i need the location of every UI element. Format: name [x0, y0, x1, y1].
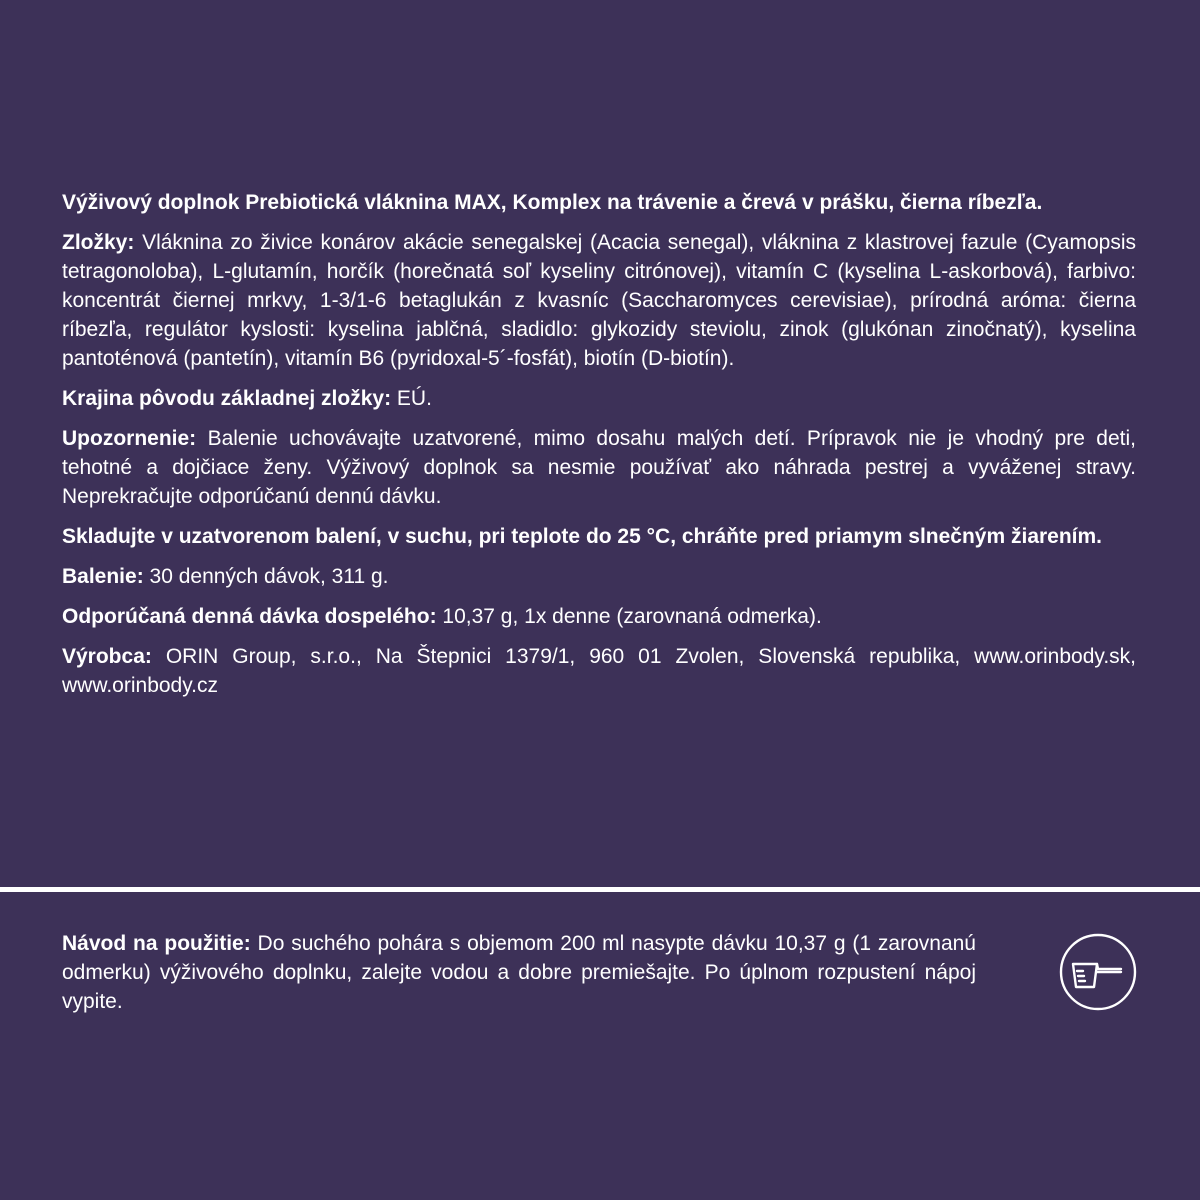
usage-text: Do suchého pohára s objemom 200 ml nasypte dávku 10,37 g (1 zarovnanú odmerku) výživového doplnku, zalejte vodou a dobre premiešajte. Po úplnom rozpustení nápoj vypite.: [62, 932, 976, 1013]
measuring-scoop-icon: [1058, 932, 1138, 1012]
dose-label: Odporúčaná denná dávka dospelého:: [62, 605, 437, 628]
package-label: Balenie:: [62, 565, 144, 588]
origin-label: Krajina pôvodu základnej zložky:: [62, 387, 392, 410]
manufacturer-text: ORIN Group, s.r.o., Na Štepnici 1379/1, 960 01 Zvolen, Slovenská republika, www.orinbody.sk, www.orinbody.cz: [62, 645, 1136, 697]
warning-label: Upozornenie:: [62, 427, 197, 450]
warning-paragraph: [62, 424, 1136, 511]
ingredients-paragraph: [62, 228, 1136, 373]
origin-paragraph: [62, 384, 1136, 413]
ingredients-text: Vláknina zo živice konárov akácie senegalskej (Acacia senegal), vláknina z klastrovej fazule (Cyamopsis tetragonoloba), L-glutamín, horčík (horečnatá soľ kyseliny citrónovej), vitamín C (kyselina L-askorbová), farbivo: koncentrát čiernej mrkvy, 1-3/1-6 betaglukán z kvasníc (Saccharomyces cerevisiae), prírodná aróma: čierna ríbezľa, regulátor kyslosti: kyselina jablčná, sladidlo: glykozidy steviolu, zinok (glukónan zinočnatý), kyselina pantoténová (pantetín), vitamín B6 (pyridoxal-5´-fosfát), biotín (D-biotín).: [62, 231, 1136, 370]
storage-paragraph: Skladujte v uzatvorenom balení, v suchu, pri teplote do 25 °C, chráňte pred priamym slnečným žiarením.: [62, 525, 1103, 548]
dose-text: 10,37 g, 1x denne (zarovnaná odmerka).: [436, 605, 822, 628]
usage-label: Návod na použitie:: [62, 932, 251, 955]
product-title: Výživový doplnok Prebiotická vláknina MAX, Komplex na trávenie a črevá v prášku, čierna ríbezľa.: [62, 191, 1043, 214]
manufacturer-paragraph: [62, 642, 1136, 700]
dose-paragraph: [62, 602, 1136, 631]
ingredients-label: Zložky:: [62, 231, 135, 254]
origin-text: EÚ.: [391, 387, 432, 410]
label-content: [62, 188, 1136, 711]
section-divider: [0, 887, 1200, 892]
warning-text: Balenie uchovávajte uzatvorené, mimo dosahu malých detí. Prípravok nie je vhodný pre deti, tehotné a dojčiace ženy. Výživový doplnok sa nesmie používať ako náhrada pestrej a vyváženej stravy. Neprekračujte odporúčanú dennú dávku.: [62, 427, 1136, 508]
usage-paragraph: [62, 929, 976, 1016]
package-text: 30 denných dávok, 311 g.: [143, 565, 389, 588]
manufacturer-label: Výrobca:: [62, 645, 152, 668]
package-paragraph: [62, 562, 1136, 591]
